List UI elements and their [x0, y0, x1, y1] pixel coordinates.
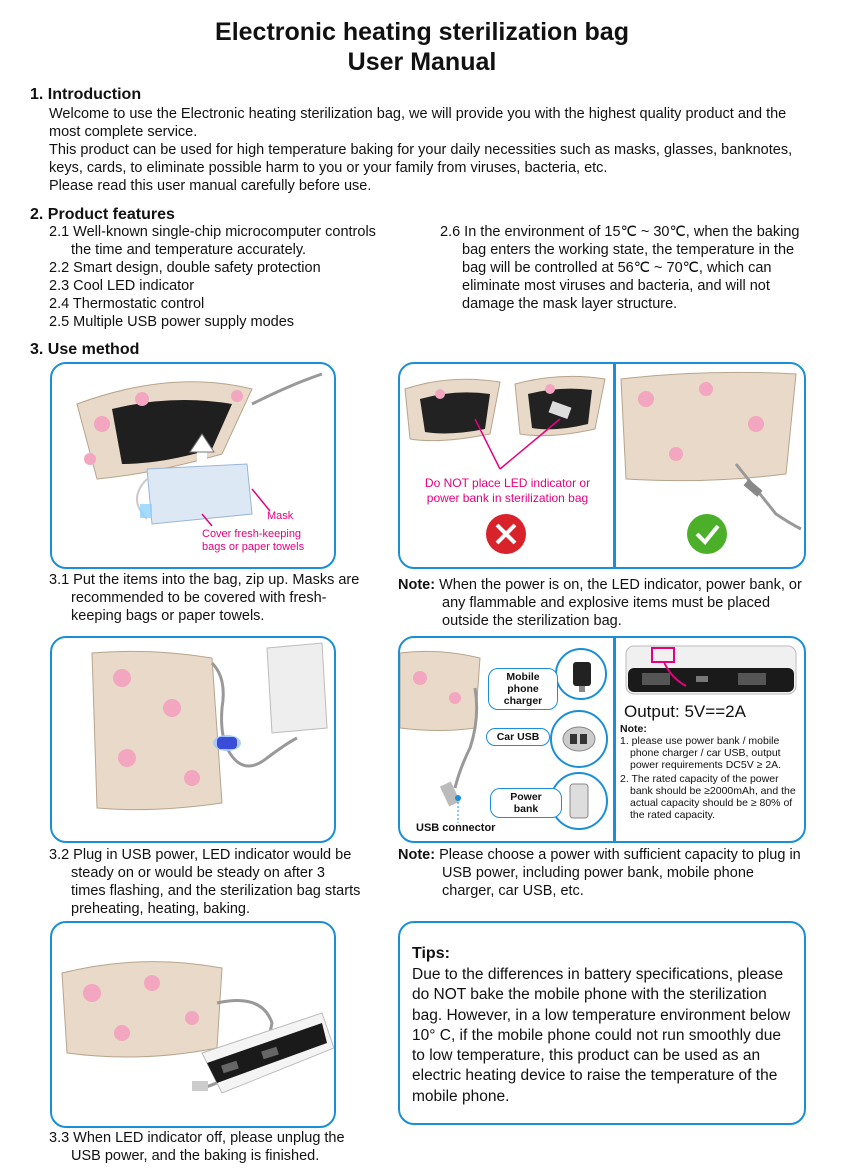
title-line-2: User Manual	[347, 48, 497, 76]
feature-item: 2.3 Cool LED indicator	[49, 278, 195, 294]
feature-item: 2.2 Smart design, double safety protection	[49, 260, 321, 276]
tips-text: Due to the differences in battery specifications, please do NOT bake the mobile phone with the sterilization bag. However, in a low temperature environment below 10° C, if the mobile phone could not run smoothly due to low temperature, this product can be used as an electric heating device to raise the temperature of the mobile phone.	[412, 966, 791, 1105]
usb-connector-label: USB connector	[416, 822, 496, 834]
step-3-2-text: 3.2 Plug in USB power, LED indicator would be steady on or would be steady on after 3 times flashing, and the sterilization bag starts preheating, heating, baking.	[49, 847, 361, 917]
power-requirements-note	[620, 723, 798, 821]
intro-body	[49, 105, 809, 195]
car-usb-label: Car USB	[486, 728, 550, 746]
correct-placement-illustration	[616, 364, 804, 567]
step-3-3-text: 3.3 When LED indicator off, please unplug the USB power, and the baking is finished.	[49, 1130, 345, 1164]
phone-charger-icon	[557, 650, 605, 698]
power-note-label: Note:	[620, 723, 647, 735]
power-note-2: 2. The rated capacity of the power bank should be ≥2000mAh, and the actual capacity should be ≥ 80% of the rated capacity.	[620, 773, 796, 821]
phone-charger-circle	[555, 648, 607, 700]
warning-label: Do NOT place LED indicator or power bank in sterilization bag	[424, 476, 591, 505]
feature-item: 2.1 Well-known single-chip microcomputer controls the time and temperature accurately.	[49, 224, 376, 258]
features-list	[49, 223, 389, 331]
intro-paragraph-3: Please read this user manual carefully before use.	[49, 178, 372, 194]
features-heading: 2. Product features	[30, 206, 175, 223]
note-2-label: Note:	[398, 847, 436, 863]
use-heading: 3. Use method	[30, 341, 140, 358]
placement-comparison	[398, 362, 806, 569]
mask-label: Mask	[267, 510, 294, 522]
phone-charger-label: Mobile phone charger	[488, 668, 558, 710]
note-2	[398, 846, 808, 900]
intro-paragraph-2: This product can be used for high temperature baking for your daily necessities such as masks, glasses, banknotes, keys, cards, to eliminate possible harm to you or your family from viruses, bacteria, etc.	[49, 142, 793, 176]
bag-plugged-illustration	[52, 638, 334, 841]
feature-item-2-6: 2.6 In the environment of 15℃ ~ 30℃, when the baking bag enters the working state, the temperature in the bag will be controlled at 56℃ ~ 70℃, which can eliminate most viruses and bacteria, and will not damage the mask layer structure.	[440, 224, 800, 312]
step-3-1-illustration	[50, 362, 336, 569]
page-title	[0, 17, 844, 77]
power-bank-label: Power bank	[490, 788, 562, 818]
power-note-1: 1. please use power bank / mobile phone charger / car USB, output power requirements DC5V ≥ 2A.	[620, 735, 782, 771]
tips-box	[398, 921, 806, 1125]
intro-paragraph-1: Welcome to use the Electronic heating sterilization bag, we will provide you with the highest quality product and the most complete service.	[49, 106, 787, 140]
title-line-1: Electronic heating sterilization bag	[215, 18, 629, 46]
step-3-2-illustration	[50, 636, 336, 843]
car-usb-circle	[550, 710, 608, 768]
cover-label: Cover fresh-keeping bags or paper towels	[202, 528, 305, 553]
step-3-1-text: 3.1 Put the items into the bag, zip up. Masks are recommended to be covered with fresh-keeping bags or paper towels.	[49, 572, 360, 624]
intro-heading: 1. Introduction	[30, 86, 142, 103]
note-1-label: Note:	[398, 577, 436, 593]
car-usb-icon	[552, 712, 606, 766]
feature-item: 2.5 Multiple USB power supply modes	[49, 314, 295, 330]
tips-heading: Tips:	[412, 945, 450, 962]
bag-unplugged-illustration	[52, 923, 334, 1126]
note-1	[398, 576, 808, 630]
note-1-text: When the power is on, the LED indicator, power bank, or any flammable and explosive items must be placed outside the sterilization bag.	[439, 577, 802, 629]
feature-item: 2.4 Thermostatic control	[49, 296, 205, 312]
power-source-panel	[398, 636, 806, 843]
wrong-placement-illustration	[400, 364, 612, 567]
step-3-3-illustration	[50, 921, 336, 1128]
output-spec: Output: 5V==2A	[624, 702, 746, 721]
note-2-text: Please choose a power with sufficient capacity to plug in USB power, including power bank, mobile phone charger, car USB, etc.	[439, 847, 801, 899]
